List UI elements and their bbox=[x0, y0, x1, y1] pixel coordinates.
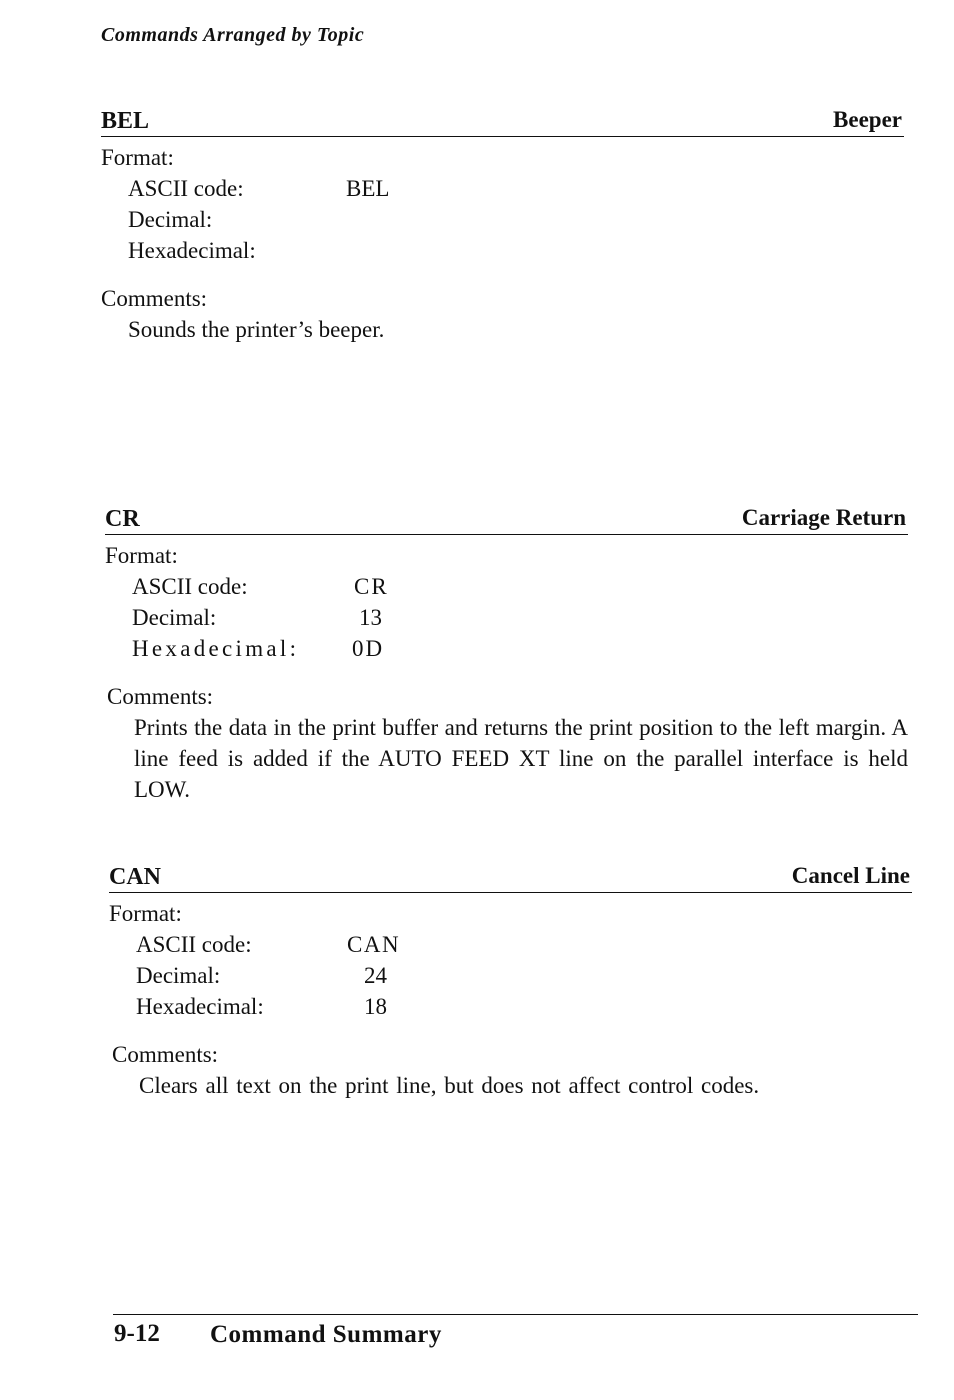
command-title: Beeper bbox=[833, 107, 902, 132]
command-code: BEL bbox=[101, 108, 150, 134]
row-value: BEL bbox=[346, 176, 390, 201]
format-label: Format: bbox=[109, 901, 182, 926]
footer-title: Command Summary bbox=[210, 1321, 442, 1348]
comments-label: Comments: bbox=[107, 684, 214, 709]
command-code: CAN bbox=[109, 864, 161, 890]
row-value: 24 bbox=[364, 963, 387, 988]
command-code: CR bbox=[105, 506, 140, 532]
comments-text: Prints the data in the print buffer and returns the print position to the left margin. A line feed is added if the AUTO FEED XT line on the parallel interface is held LOW. bbox=[134, 715, 908, 802]
comments-label: Comments: bbox=[112, 1042, 219, 1067]
section-bel bbox=[101, 106, 904, 345]
row-label: ASCII code: bbox=[128, 176, 244, 201]
format-row-decimal bbox=[136, 960, 912, 991]
running-head: Commands Arranged by Topic bbox=[101, 24, 365, 46]
format-row-decimal bbox=[128, 204, 904, 235]
format-row-hex bbox=[128, 235, 904, 266]
row-value: 0D bbox=[352, 636, 385, 661]
command-title: Cancel Line bbox=[791, 863, 910, 888]
format-label: Format: bbox=[105, 543, 178, 568]
row-label: Decimal: bbox=[132, 605, 217, 630]
row-value: CAN bbox=[347, 932, 401, 957]
format-row-hex bbox=[132, 633, 908, 664]
format-rows bbox=[128, 173, 904, 266]
row-value: 18 bbox=[364, 994, 387, 1019]
row-label: Hexadecimal: bbox=[132, 636, 300, 661]
format-rows bbox=[136, 929, 912, 1022]
row-value: 13 bbox=[359, 605, 382, 630]
section-header bbox=[109, 862, 912, 893]
section-cr bbox=[105, 504, 908, 805]
section-can bbox=[109, 862, 912, 1101]
format-row-hex bbox=[136, 991, 912, 1022]
row-label: Decimal: bbox=[128, 207, 213, 232]
format-row-ascii bbox=[132, 571, 908, 602]
comments-text: Clears all text on the print line, but does not affect control codes. bbox=[139, 1073, 760, 1098]
page-number: 9-12 bbox=[114, 1320, 160, 1347]
format-rows bbox=[132, 571, 908, 664]
format-row-ascii bbox=[128, 173, 904, 204]
section-header bbox=[101, 106, 904, 137]
format-row-decimal bbox=[132, 602, 908, 633]
row-label: ASCII code: bbox=[136, 932, 252, 957]
row-label: Hexadecimal: bbox=[128, 238, 256, 263]
row-label: ASCII code: bbox=[132, 574, 248, 599]
footer-rule bbox=[113, 1314, 918, 1315]
format-label: Format: bbox=[101, 145, 174, 170]
comments-label: Comments: bbox=[101, 286, 208, 311]
section-header bbox=[105, 504, 908, 535]
row-value: CR bbox=[354, 574, 389, 599]
row-label: Hexadecimal: bbox=[136, 994, 264, 1019]
comments-text: Sounds the printer’s beeper. bbox=[128, 317, 385, 342]
command-title: Carriage Return bbox=[741, 505, 906, 530]
row-label: Decimal: bbox=[136, 963, 221, 988]
format-row-ascii bbox=[136, 929, 912, 960]
